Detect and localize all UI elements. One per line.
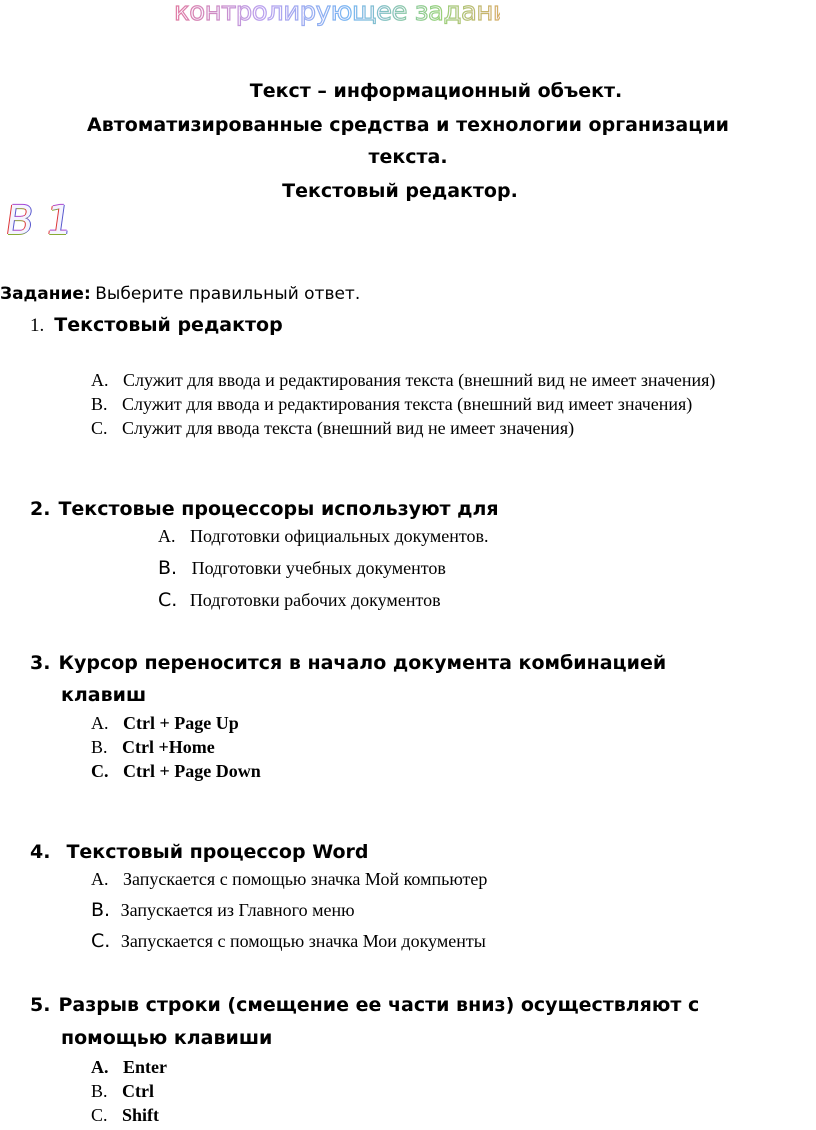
- option-letter: B.: [91, 899, 111, 921]
- question-2: [30, 498, 499, 520]
- option-letter: B.: [91, 1081, 108, 1101]
- option-text: Shift: [122, 1105, 160, 1125]
- q3-option-c: [91, 761, 261, 782]
- option-letter: C.: [91, 930, 111, 952]
- option-letter: A.: [158, 526, 176, 546]
- option-text: Ctrl + Page Down: [123, 761, 261, 781]
- option-letter: A.: [91, 713, 109, 733]
- option-letter: B.: [158, 557, 178, 579]
- option-text: Ctrl: [122, 1081, 154, 1101]
- option-text: Enter: [123, 1057, 167, 1077]
- option-text: Подготовки рабочих документов: [189, 590, 441, 610]
- question-5: [30, 994, 699, 1016]
- wordart-header: [170, 0, 500, 41]
- title-line-3: текста.: [368, 146, 448, 168]
- question-4: [30, 841, 369, 863]
- q4-option-c: [91, 930, 486, 952]
- wordart-header-graphic: [170, 0, 500, 34]
- option-letter: C.: [91, 1105, 108, 1125]
- q5-option-a: [91, 1057, 167, 1078]
- option-text: Запускается из Главного меню: [120, 900, 355, 920]
- option-letter: B.: [91, 737, 108, 757]
- variant-badge: В 1: [2, 198, 75, 244]
- wordart-text: контролирующее задание: [174, 0, 500, 27]
- option-letter: C.: [91, 418, 108, 438]
- question-text-line-1: Разрыв строки (смещение ее части вниз) осуществляют с: [58, 994, 700, 1016]
- q1-option-b: [91, 394, 692, 415]
- title-line-2: Автоматизированные средства и технологии организации: [87, 114, 729, 136]
- option-text: Служит для ввода и редактирования текста (внешний вид имеет значения): [122, 394, 693, 414]
- q5-option-b: [91, 1081, 154, 1102]
- option-text: Подготовки учебных документов: [191, 558, 446, 578]
- task-text: Выберите правильный ответ.: [95, 284, 361, 304]
- q2-option-a: [158, 526, 489, 547]
- q3-option-b: [91, 737, 215, 758]
- option-letter: A.: [91, 1057, 109, 1077]
- question-text: Текстовый редактор: [54, 314, 283, 336]
- option-text: Ctrl + Page Up: [123, 713, 239, 733]
- question-text: Текстовые процессоры используют для: [58, 498, 499, 520]
- option-text: Подготовки официальных документов.: [190, 526, 489, 546]
- question-number: 4.: [30, 841, 51, 863]
- q3-option-a: [91, 713, 239, 734]
- question-number: 1.: [30, 315, 45, 336]
- option-text: Служит для ввода и редактирования текста (внешний вид не имеет значения): [123, 370, 716, 390]
- q1-option-a: [91, 370, 715, 391]
- question-text: Текстовый процессор Word: [66, 841, 369, 863]
- option-text: Запускается с помощью значка Мой компьютер: [123, 869, 488, 889]
- option-letter: B.: [91, 394, 108, 414]
- question-text-line-1: Курсор переносится в начало документа комбинацией: [58, 652, 667, 674]
- question-3: [30, 652, 666, 674]
- question-number: 5.: [30, 994, 51, 1016]
- option-letter: C.: [91, 761, 109, 781]
- option-text: Ctrl +Home: [122, 737, 215, 757]
- task-label: Задание:: [0, 284, 91, 304]
- question-number: 3.: [30, 652, 51, 674]
- option-letter: C.: [158, 589, 178, 611]
- q4-option-a: [91, 869, 487, 890]
- question-text-line-2: помощью клавиши: [61, 1027, 273, 1049]
- q2-option-c: [158, 589, 441, 611]
- task-line: [0, 283, 360, 304]
- option-letter: A.: [91, 370, 109, 390]
- q5-option-c: [91, 1105, 159, 1126]
- question-1: [30, 314, 283, 337]
- question-text-line-2: клавиш: [61, 684, 147, 706]
- option-letter: A.: [91, 869, 109, 889]
- q1-option-c: [91, 418, 574, 439]
- title-line-4: Текстовый редактор.: [282, 180, 518, 202]
- q4-option-b: [91, 899, 355, 921]
- q2-option-b: [158, 557, 446, 579]
- option-text: Запускается с помощью значка Мои документы: [120, 931, 486, 951]
- question-number: 2.: [30, 498, 51, 520]
- option-text: Служит для ввода текста (внешний вид не имеет значения): [122, 418, 575, 438]
- title-line-1: Текст – информационный объект.: [249, 80, 623, 102]
